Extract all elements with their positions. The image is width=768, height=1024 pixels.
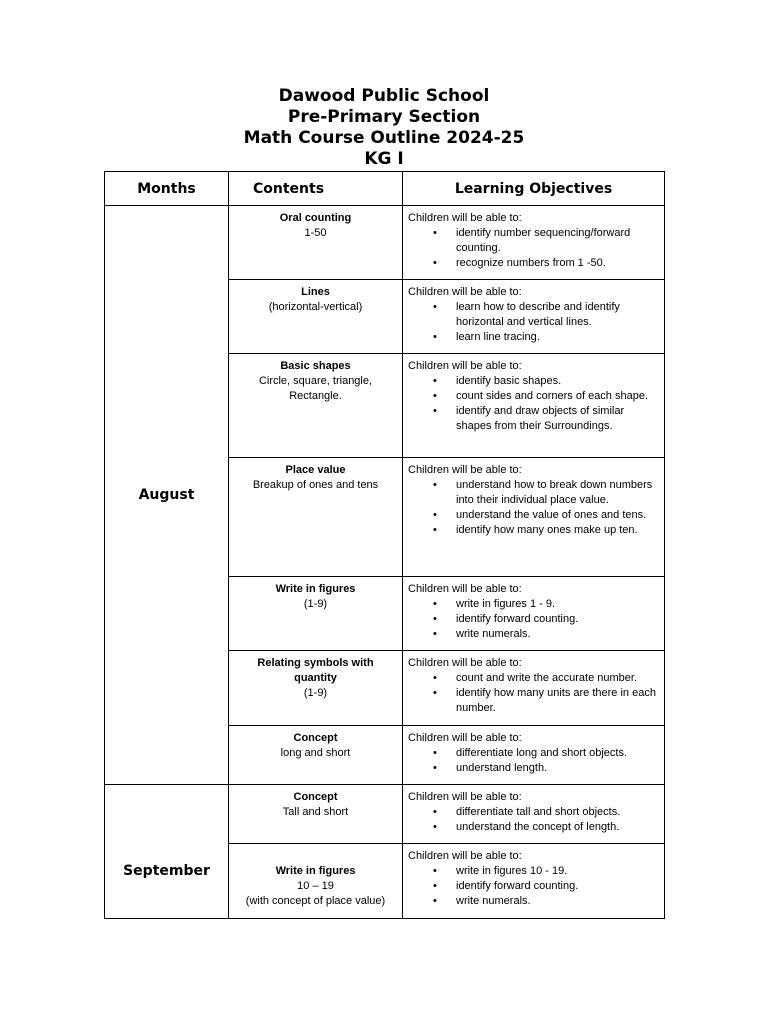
objective-item: • identify basic shapes.: [408, 374, 660, 389]
objectives-list: [408, 671, 660, 716]
content-detail: long and short: [280, 747, 351, 759]
content-detail: Breakup of ones and tens: [252, 479, 379, 491]
content-title: Write in figures: [275, 583, 356, 595]
content-cell: [229, 458, 403, 577]
objectives-list: [408, 300, 660, 345]
table-row: [105, 785, 665, 844]
school-name: Dawood Public School: [278, 86, 490, 106]
content-detail: (horizontal-vertical): [268, 301, 363, 313]
content-title: Basic shapes: [280, 360, 351, 372]
objective-item: • write numerals.: [408, 894, 660, 909]
content-cell: [229, 206, 403, 280]
objective-item: • count and write the accurate number.: [408, 671, 660, 686]
objective-item: • count sides and corners of each shape.: [408, 389, 660, 404]
objectives-intro: Children will be able to:: [408, 464, 522, 476]
objectives-intro: Children will be able to:: [408, 212, 522, 224]
content-detail: (1-9): [303, 687, 328, 699]
content-detail: Tall and short: [282, 806, 349, 818]
content-cell: [229, 354, 403, 458]
course-title: Math Course Outline 2024-25: [243, 128, 525, 148]
content-title: Relating symbols with quantity: [257, 657, 374, 684]
objective-item: • identify and draw objects of similar shapes from their Surroundings.: [408, 404, 660, 434]
content-title: Lines: [301, 286, 330, 298]
objective-item: • differentiate long and short objects.: [408, 746, 660, 761]
objectives-list: [408, 478, 660, 538]
objectives-list: [408, 226, 660, 271]
content-cell: [229, 785, 403, 844]
content-detail: Circle, square, triangle, Rectangle.: [258, 375, 373, 402]
content-cell: [229, 280, 403, 354]
objectives-list: [408, 746, 660, 776]
content-cell: [229, 844, 403, 919]
objective-item: • understand how to break down numbers into their individual place value.: [408, 478, 660, 508]
grade-level: KG I: [364, 149, 404, 169]
content-title: Write in figures: [275, 865, 356, 877]
objectives-intro: Children will be able to:: [408, 286, 522, 298]
content-detail: (1-9): [303, 598, 328, 610]
document-header: [0, 86, 768, 170]
objective-item: • understand the concept of length.: [408, 820, 660, 835]
objectives-cell: [403, 280, 665, 354]
objectives-intro: Children will be able to:: [408, 850, 522, 862]
objectives-intro: Children will be able to:: [408, 732, 522, 744]
objective-item: • differentiate tall and short objects.: [408, 805, 660, 820]
objective-item: • identify forward counting.: [408, 879, 660, 894]
objective-item: • understand the value of ones and tens.: [408, 508, 660, 523]
objectives-intro: Children will be able to:: [408, 360, 522, 372]
objectives-list: [408, 805, 660, 835]
objectives-cell: [403, 458, 665, 577]
content-title: Concept: [293, 791, 338, 803]
month-august: August: [105, 206, 229, 785]
objectives-intro: Children will be able to:: [408, 657, 522, 669]
objective-item: • write numerals.: [408, 627, 660, 642]
section-name: Pre-Primary Section: [287, 107, 481, 127]
objective-item: • learn how to describe and identify horizontal and vertical lines.: [408, 300, 660, 330]
content-detail-note: (with concept of place value): [245, 895, 386, 907]
column-header-contents: Contents: [229, 172, 403, 206]
content-detail: 1-50: [304, 227, 327, 239]
table-header-row: [105, 172, 665, 206]
objective-item: • write in figures 1 - 9.: [408, 597, 660, 612]
content-title: Place value: [285, 464, 346, 476]
content-cell: [229, 651, 403, 726]
objective-item: • identify number sequencing/forward counting.: [408, 226, 660, 256]
course-outline-table: [104, 171, 665, 919]
objective-item: • identify how many units are there in each number.: [408, 686, 660, 716]
month-september: September: [105, 785, 229, 919]
column-header-objectives: Learning Objectives: [403, 172, 665, 206]
objectives-intro: Children will be able to:: [408, 791, 522, 803]
objectives-cell: [403, 651, 665, 726]
objectives-cell: [403, 354, 665, 458]
objective-item: • write in figures 10 - 19.: [408, 864, 660, 879]
objective-item: • recognize numbers from 1 -50.: [408, 256, 660, 271]
objectives-list: [408, 374, 660, 434]
objectives-cell: [403, 726, 665, 785]
column-header-months: Months: [105, 172, 229, 206]
content-title: Concept: [293, 732, 338, 744]
objectives-list: [408, 864, 660, 909]
content-title: Oral counting: [279, 212, 352, 224]
table-row: [105, 206, 665, 280]
objective-item: • identify forward counting.: [408, 612, 660, 627]
objective-item: • learn line tracing.: [408, 330, 660, 345]
objectives-cell: [403, 844, 665, 919]
objective-item: • understand length.: [408, 761, 660, 776]
content-detail: 10 – 19: [297, 880, 334, 892]
objectives-cell: [403, 206, 665, 280]
content-cell: [229, 726, 403, 785]
objectives-cell: [403, 785, 665, 844]
objectives-cell: [403, 577, 665, 651]
objectives-intro: Children will be able to:: [408, 583, 522, 595]
objectives-list: [408, 597, 660, 642]
objective-item: • identify how many ones make up ten.: [408, 523, 660, 538]
content-cell: [229, 577, 403, 651]
